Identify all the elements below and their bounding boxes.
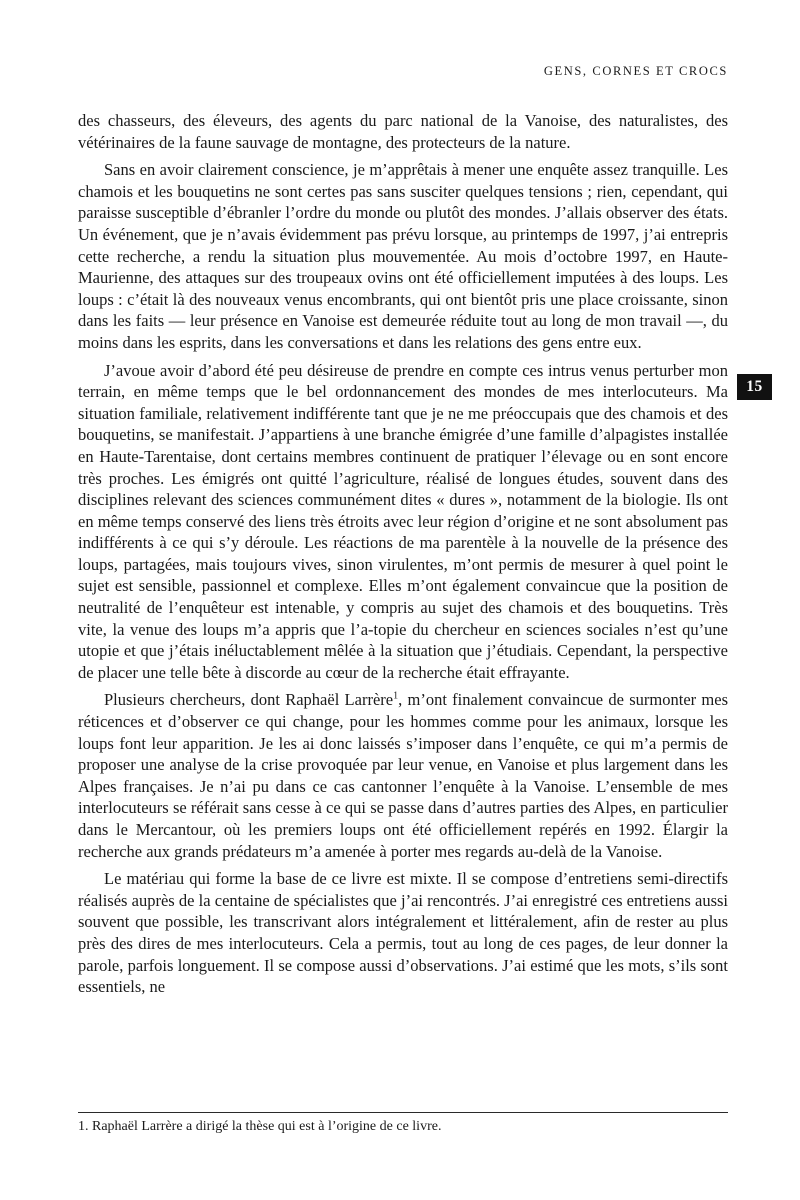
page-body — [78, 110, 728, 998]
paragraph — [78, 159, 728, 353]
paragraph-text: , m’ont finalement convaincue de surmonter mes réticences et d’observer ce qui change, pour les hommes comme pour les animaux, lorsque les loups font leur apparition. Je les ai donc laissés s’imposer dans l’enquête, ce qui m’a permis de proposer une analyse de la crise provoquée par leur venue, en Vanoise et plus largement dans les Alpes françaises. Je n’ai pu dans ce cas cantonner l’enquête à la Vanoise. L’ensemble de mes interlocuteurs se référait sans cesse à ce qui se passe dans d’autres parties des Alpes, en particulier dans le Mercantour, où les premiers loups ont été officiellement repérés en 1992. Élargir la recherche aux grands prédateurs m’a amenée à porter mes regards au-delà de la Vanoise. — [78, 690, 728, 861]
page-number-badge — [737, 374, 772, 400]
paragraph-text: Plusieurs chercheurs, dont Raphaël Larrère — [104, 690, 394, 710]
paragraph — [78, 360, 728, 684]
running-header: GENS, CORNES ET CROCS — [543, 64, 728, 78]
paragraph — [78, 110, 728, 153]
page-number: 15 — [746, 378, 763, 395]
footnote-ref: 1 — [393, 690, 399, 702]
footnote-block — [78, 1112, 728, 1136]
paragraph-text: Le matériau qui forme la base de ce livre est mixte. Il se compose d’entretiens semi-directifs réalisés auprès de la centaine de spécialistes que j’ai rencontrés. J’ai enregistré ces entretiens aussi souvent que possible, les transcrivant alors intégralement et littéralement, afin de rester au plus près des dires de mes interlocuteurs. Cela a permis, tout au long de ces pages, de leur donner la parole, parfois longuement. Il se compose aussi d’observations. J’ai estimé que les mots, s’ils sont essentiels, ne — [78, 869, 728, 997]
paragraph-text: J’avoue avoir d’abord été peu désireuse de prendre en compte ces intrus venus perturber mon terrain, en même temps que le bel ordonnancement des mondes de mes interlocuteurs. Ma situation familiale, relativement indifférente tant que je ne me préoccupais que des chamois et des bouquetins, se manifestait. J’appartiens à une branche émigrée d’une famille d’alpagistes installée en Haute-Tarentaise, dont certains membres continuent de pratiquer l’élevage ou en sont encore très proches. Les émigrés ont quitté l’agriculture, réalisé de longues études, souvent dans des disciplines relevant des sciences communément dites « dures », notamment de la biologie. Ils ont en même temps conservé des liens très étroits avec leur région d’origine et ne sont absolument pas indifférents à ce qui s’y déroule. Les réactions de ma parentèle à la nouvelle de la présence des loups, partagées, mais toujours vives, sinon virulentes, m’ont permis de mesurer à quel point le sujet est sensible, passionnel et complexe. Elles m’ont également convaincue que la position de neutralité de l’enquêteur est intenable, y compris au sujet des chamois et des bouquetins. Très vite, la venue des loups m’a appris que l’a-topie du chercheur en sciences sociales n’est qu’une utopie et que j’étais inéluctablement mêlée à la situation que j’étudiais. Cependant, la perspective de placer une telle bête à discorde au cœur de la recherche était effrayante. — [78, 360, 728, 682]
paragraph — [78, 868, 728, 998]
paragraph — [78, 689, 728, 862]
paragraph-text: Sans en avoir clairement conscience, je m’apprêtais à mener une enquête assez tranquille. Les chamois et les bouquetins ne sont certes pas sans susciter quelques tensions ; rien, cependant, qui paraisse susceptible d’ébranler l’ordre du monde ou plutôt des mondes. J’allais observer des états. Un événement, que je n’avais évidemment pas prévu lorsque, au printemps de 1997, j’ai entrepris cette recherche, a rendu la situation plus mouvementée. Au mois d’octobre 1997, en Haute-Maurienne, des attaques sur des troupeaux ovins ont été officiellement imputées à des loups. Les loups : c’était là des nouveaux venus encombrants, qui ont bientôt pris une place croissante, sinon dans les faits — leur présence en Vanoise est demeurée réduite tout au long de mon travail —, du moins dans les esprits, dans les conversations et dans les relations des gens entre eux. — [78, 160, 728, 352]
paragraph-text: des chasseurs, des éleveurs, des agents du parc national de la Vanoise, des naturalistes, des vétérinaires de la faune sauvage de montagne, des protecteurs de la nature. — [78, 111, 728, 152]
footnote: 1. Raphaël Larrère a dirigé la thèse qui est à l’origine de ce livre. — [78, 1119, 442, 1134]
